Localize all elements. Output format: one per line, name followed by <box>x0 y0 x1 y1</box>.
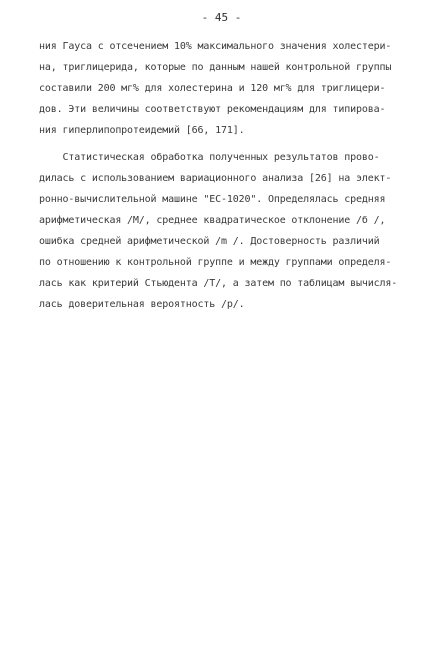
text-line: Статистическая обработка полученных результатов прово- <box>39 152 380 163</box>
text-line: арифметическая /M/, среднее квадратическое отклонение /б /, <box>39 215 386 226</box>
page-number: - 45 - <box>201 11 242 24</box>
text-line: дов. Эти величины соответствуют рекомендациям для типирова- <box>39 104 386 115</box>
text-line: дилась с использованием вариационного анализа [26] на элект- <box>39 173 392 184</box>
text-line: на, триглицерида, которые по данным нашей контрольной группы <box>39 62 392 73</box>
text-line: составили 200 мг% для холестерина и 120 мг% для триглицери- <box>39 83 386 94</box>
text-line: лась доверительная вероятность /р/. <box>39 299 245 310</box>
text-line: ния гиперлипопротеидемий [66, 171]. <box>39 125 245 136</box>
text-line: ния Гауса с отсечением 10% максимального значения холестери- <box>39 41 392 52</box>
text-line: по отношению к контрольной группе и между группами определя- <box>39 257 392 268</box>
text-line: лась как критерий Стьюдента /Т/, а затем по таблицам вычисля- <box>39 278 398 289</box>
text-line: ошибка средней арифметической /m /. Достоверность различий <box>39 236 380 247</box>
text-line: ронно-вычислительной машине "ЕС-1020". Определялась средняя <box>39 194 386 205</box>
